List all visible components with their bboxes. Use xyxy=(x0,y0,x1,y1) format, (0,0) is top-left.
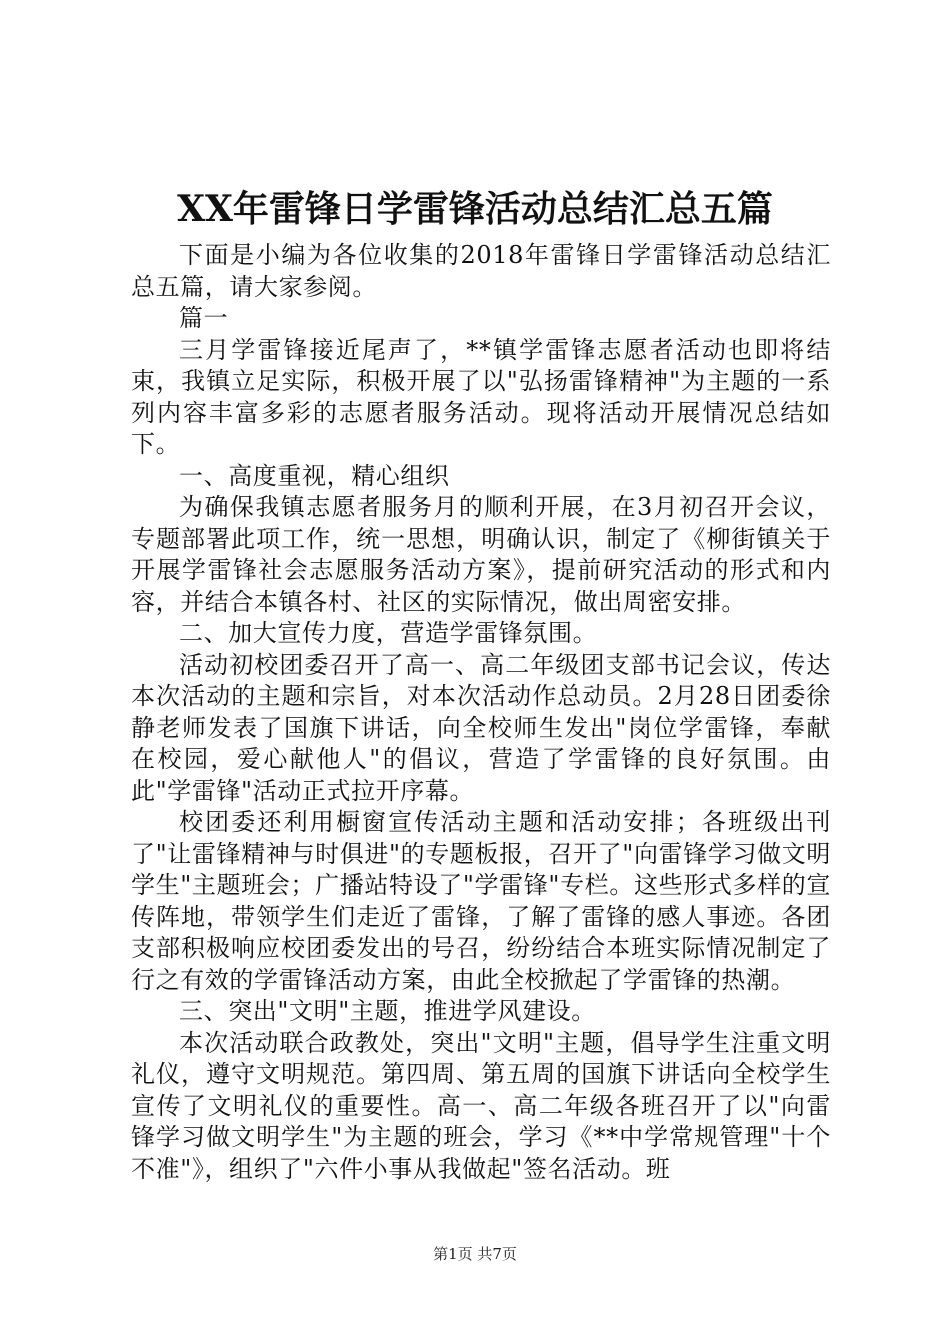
paragraph-intro: 下面是小编为各位收集的2018年雷锋日学雷锋活动总结汇总五篇，请大家参阅。 xyxy=(131,241,831,301)
page-number-footer: 第1页 共7页 xyxy=(433,1245,517,1263)
paragraph-organization: 为确保我镇志愿者服务月的顺利开展，在3月初召开会议，专题部署此项工作，统一思想，明确认识，制定了《柳街镇关于开展学雷锋社会志愿服务活动方案》，提前研究活动的形式和内容，并结合本镇各村、社区的实际情况，做出周密安排。 xyxy=(131,493,831,616)
section-heading-1: 一、高度重视，精心组织 xyxy=(179,461,450,490)
paragraph-civility: 本次活动联合政教处，突出"文明"主题，倡导学生注重文明礼仪，遵守文明规范。第四周、第五周的国旗下讲话向全校学生宣传了文明礼仪的重要性。高一、高二年级各班召开了以"向雷锋学习做文明学生"为主题的班会，学习《**中学常规管理"十个不准"》，组织了"六件小事从我做起"签名活动。班 xyxy=(131,1028,831,1183)
section-heading-2: 二、加大宣传力度，营造学雷锋氛围。 xyxy=(179,619,598,647)
document-title: XX年雷锋日学雷锋活动总结汇总五篇 xyxy=(177,188,773,230)
paragraph-publicity: 校团委还利用橱窗宣传活动主题和活动安排；各班级出刊了"让雷锋精神与时俱进"的专题板报，召开了"向雷锋学习做文明学生"主题班会；广播站特设了"学雷锋"专栏。这些形式多样的宣传阵地，带领学生们走近了雷锋，了解了雷锋的感人事迹。各团支部积极响应校团委发出的号召，纷纷结合本班实际情况制定了行之有效的学雷锋活动方案，由此全校掀起了学雷锋的热潮。 xyxy=(131,808,831,994)
document-body xyxy=(131,240,831,1185)
paragraph-opening: 三月学雷锋接近尾声了，**镇学雷锋志愿者活动也即将结束，我镇立足实际，积极开展了以"弘扬雷锋精神"为主题的一系列内容丰富多彩的志愿者服务活动。现将活动开展情况总结如下。 xyxy=(131,335,831,458)
section-heading-part-one: 篇一 xyxy=(179,304,229,332)
section-heading-3: 三、突出"文明"主题，推进学风建设。 xyxy=(179,997,596,1025)
paragraph-launch: 活动初校团委召开了高一、高二年级团支部书记会议，传达本次活动的主题和宗旨，对本次活动作总动员。2月28日团委徐静老师发表了国旗下讲话，向全校师生发出"岗位学雷锋，奉献在校园，爱心献他人"的倡议，营造了学雷锋的良好氛围。由此"学雷锋"活动正式拉开序幕。 xyxy=(131,650,831,805)
